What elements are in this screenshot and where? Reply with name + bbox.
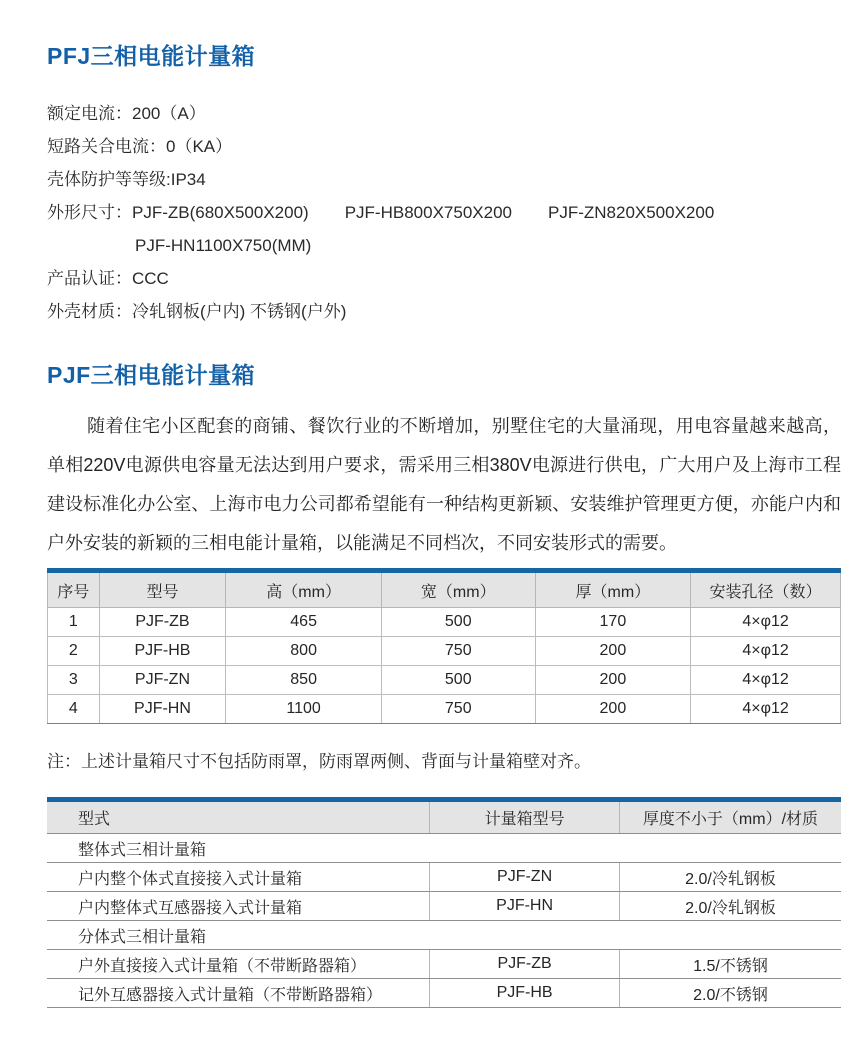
table-cell: 户内整体式互感器接入式计量箱 <box>47 892 430 921</box>
table-cell: 2.0/冷轧钢板 <box>619 892 841 921</box>
column-header: 厚（mm） <box>535 571 690 608</box>
column-header: 序号 <box>48 571 100 608</box>
section2-title: PJF三相电能计量箱 <box>47 362 256 388</box>
table-cell: 4×φ12 <box>691 637 841 666</box>
column-header: 高（mm） <box>226 571 381 608</box>
table-cell: 750 <box>381 637 535 666</box>
table-cell: PJF-ZB <box>99 608 226 637</box>
column-header: 厚度不小于（mm）/材质 <box>619 800 841 834</box>
table-cell: 200 <box>535 637 690 666</box>
table-row <box>48 608 841 637</box>
table-cell: 记外互感器接入式计量箱（不带断路器箱） <box>47 979 430 1008</box>
table-cell: 200 <box>535 695 690 724</box>
column-header: 型式 <box>47 800 430 834</box>
table-row <box>48 666 841 695</box>
table-row <box>47 979 841 1008</box>
table-cell: 4 <box>48 695 100 724</box>
table-cell: PJF-ZN <box>430 863 620 892</box>
table-cell: 200 <box>535 666 690 695</box>
spec-certification: 产品认证：CCC <box>47 269 169 288</box>
category-row <box>47 921 841 950</box>
table-cell: PJF-ZB <box>430 950 620 979</box>
table-cell: 2.0/冷轧钢板 <box>619 863 841 892</box>
table-note: 注：上述计量箱尺寸不包括防雨罩，防雨罩两侧、背面与计量箱壁对齐。 <box>47 752 591 771</box>
spec-list <box>47 97 841 328</box>
table-cell: 2.0/不锈钢 <box>619 979 841 1008</box>
dimension-table-header-row <box>48 571 841 608</box>
table-cell: 500 <box>381 666 535 695</box>
table-row <box>48 637 841 666</box>
section1-title: PFJ三相电能计量箱 <box>47 43 256 69</box>
table-cell: 1.5/不锈钢 <box>619 950 841 979</box>
table-cell: 户内整个体式直接接入式计量箱 <box>47 863 430 892</box>
table-cell: 户外直接接入式计量箱（不带断路器箱） <box>47 950 430 979</box>
table-cell: 465 <box>226 608 381 637</box>
type-table-header-row <box>47 800 841 834</box>
table-cell: 170 <box>535 608 690 637</box>
table-cell: 2 <box>48 637 100 666</box>
spec-dimensions-label: 外形尺寸： <box>47 203 132 222</box>
table-cell: PJF-HN <box>430 892 620 921</box>
table-cell: PJF-HB <box>430 979 620 1008</box>
spec-dimensions <box>47 196 841 229</box>
table-cell: 800 <box>226 637 381 666</box>
table-cell: PJF-ZN <box>99 666 226 695</box>
column-header: 计量箱型号 <box>430 800 620 834</box>
table-row <box>48 695 841 724</box>
spec-dimension-item: PJF-HB800X750X200 <box>344 203 512 222</box>
table-cell: PJF-HB <box>99 637 226 666</box>
table-cell: 750 <box>381 695 535 724</box>
category-label: 整体式三相计量箱 <box>47 834 841 863</box>
spec-rated-current: 额定电流：200（A） <box>47 104 206 123</box>
spec-short-circuit-current: 短路关合电流：0（KA） <box>47 137 233 156</box>
table-cell: 4×φ12 <box>691 666 841 695</box>
intro-paragraph: 随着住宅小区配套的商铺、餐饮行业的不断增加，别墅住宅的大量涌现，用电容量越来越高，单相220V电源供电容量无法达到用户要求，需采用三相380V电源进行供电，广大用户及上海市工程建设标准化办公室、上海市电力公司都希望能有一种结构更新颖、安装维护管理更方便，亦能户内和户外安装的新颖的三相电能计量箱，以能满足不同档次，不同安装形式的需要。 <box>47 416 841 553</box>
spec-dimensions-line2: PJF-HN1100X750(MM) <box>135 236 312 255</box>
table-row <box>47 863 841 892</box>
table-cell: 3 <box>48 666 100 695</box>
table-cell: 4×φ12 <box>691 608 841 637</box>
table-cell: 500 <box>381 608 535 637</box>
dimension-table <box>47 568 841 724</box>
type-table <box>47 797 841 1008</box>
spec-dimension-item: PJF-ZN820X500X200 <box>547 203 715 222</box>
spec-protection-grade: 壳体防护等等级:IP34 <box>47 170 206 189</box>
category-label: 分体式三相计量箱 <box>47 921 841 950</box>
category-row <box>47 834 841 863</box>
column-header: 宽（mm） <box>381 571 535 608</box>
table-cell: 4×φ12 <box>691 695 841 724</box>
table-row <box>47 892 841 921</box>
table-cell: 850 <box>226 666 381 695</box>
column-header: 安装孔径（数） <box>691 571 841 608</box>
table-cell: PJF-HN <box>99 695 226 724</box>
table-cell: 1100 <box>226 695 381 724</box>
spec-dimension-item: PJF-ZB(680X500X200) <box>132 203 309 222</box>
column-header: 型号 <box>99 571 226 608</box>
table-cell: 1 <box>48 608 100 637</box>
spec-material: 外壳材质：冷轧钢板(户内) 不锈钢(户外) <box>47 302 347 321</box>
table-row <box>47 950 841 979</box>
